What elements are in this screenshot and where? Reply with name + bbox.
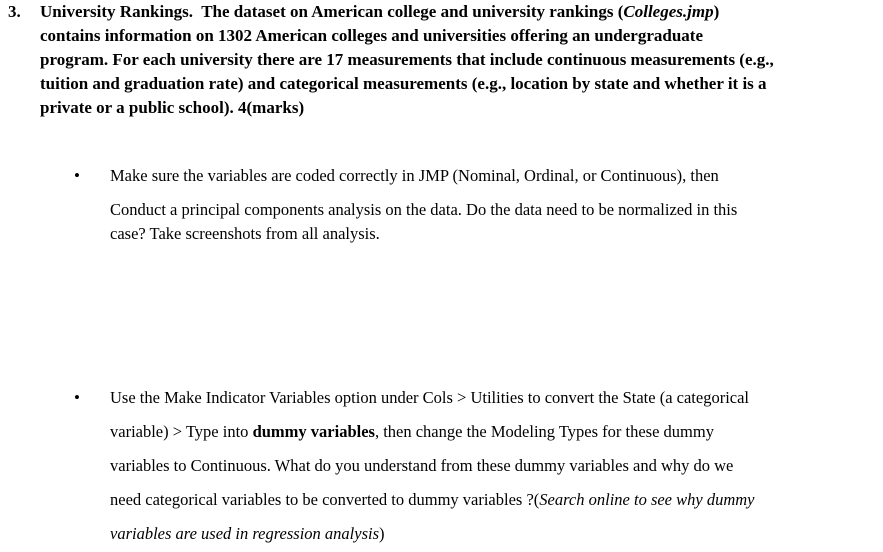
bullet-icon: • — [74, 166, 80, 185]
text-run: ) — [379, 524, 385, 543]
bullet-pca-text — [110, 164, 883, 246]
text-run: case? Take screenshots from all analysis. — [110, 224, 380, 243]
text-run: program. For each university there are 17 measurements that include continuous measurements (e.g., — [40, 50, 774, 69]
text-run: Use the Make Indicator Variables option under Cols > Utilities to convert the State (a categorical — [110, 388, 750, 407]
question-intro-paragraph — [40, 0, 883, 120]
text-line — [40, 0, 879, 24]
question-3 — [0, 0, 883, 120]
question-number: 3. — [8, 2, 21, 21]
text-run: , then change the Modeling Types for these dummy — [374, 422, 714, 441]
text-run: tuition and graduation rate) and categorical measurements (e.g., location by state and whether it is a — [40, 74, 767, 93]
bullet-item-dummy-variables — [0, 381, 883, 551]
text-run: Conduct a principal components analysis on the data. Do the data need to be normalized in this — [110, 200, 738, 219]
bullet-dummy-variables-text — [110, 381, 883, 551]
text-line — [40, 24, 879, 48]
text-run: private or a public school). 4(marks) — [40, 98, 305, 117]
text-run: dummy variables — [252, 422, 375, 441]
text-line — [110, 381, 879, 415]
text-run: contains information on 1302 American colleges and universities offering an undergraduate — [40, 26, 703, 45]
text-run: need categorical variables to be converted to dummy variables ?( — [110, 490, 540, 509]
text-run: ) — [713, 2, 720, 21]
text-line — [110, 483, 879, 517]
bullet-item-pca — [0, 164, 883, 246]
text-line — [110, 449, 879, 483]
bullet-icon: • — [74, 388, 80, 407]
text-run: variables are used in regression analysis — [110, 524, 380, 543]
text-line — [40, 72, 879, 96]
text-line — [110, 517, 879, 551]
text-run: variables to Continuous. What do you understand from these dummy variables and why do we — [110, 456, 734, 475]
text-run: University Rankings. The dataset on American college and university rankings ( — [40, 2, 624, 21]
text-run: Make sure the variables are coded correctly in JMP (Nominal, Ordinal, or Continuous), then — [110, 166, 719, 185]
text-run: Colleges.jmp — [623, 2, 714, 21]
text-line — [110, 415, 879, 449]
text-line — [110, 198, 879, 222]
text-run: Search online to see why dummy — [539, 490, 755, 509]
text-line — [110, 164, 879, 188]
text-line — [40, 96, 879, 120]
text-line — [40, 48, 879, 72]
text-line — [110, 222, 879, 246]
text-run: variable) > Type into — [110, 422, 253, 441]
